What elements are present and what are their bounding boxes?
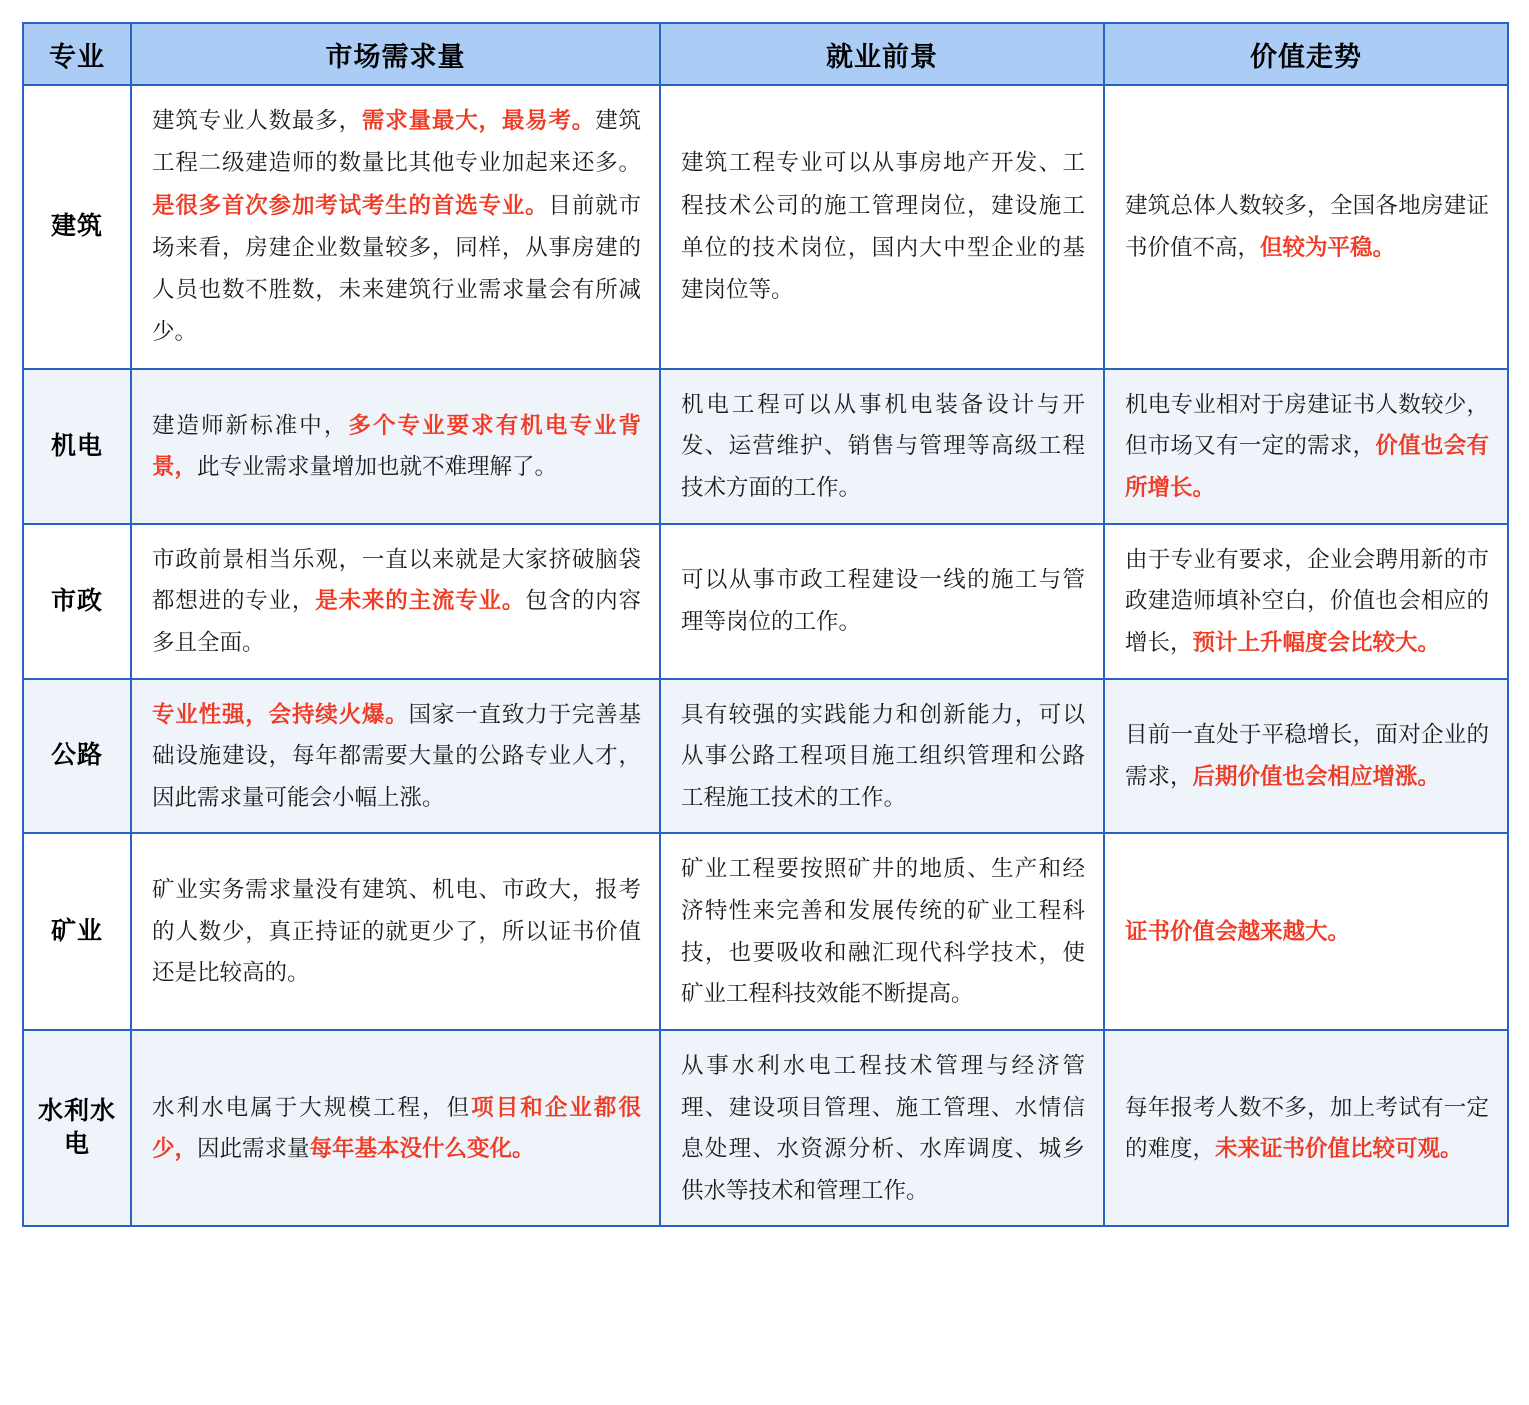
plain-text: 可以从事市政工程建设一线的施工与管理等岗位的工作。 <box>681 567 1085 635</box>
cell-major: 市政 <box>23 524 131 679</box>
cell-value <box>1104 833 1508 1030</box>
table-row <box>23 524 1508 679</box>
highlighted-text: 价值也会有所增长。 <box>1125 433 1489 501</box>
table-header <box>23 23 1508 85</box>
plain-text: 目前一直处于平稳增长，面对企业的需求， <box>1125 722 1489 789</box>
plain-text: 从事水利水电工程技术管理与经济管理、建设项目管理、施工管理、水情信息处理、水资源分析、水库调度、城乡供水等技术和管理工作。 <box>681 1052 1085 1203</box>
cell-value <box>1104 1030 1508 1227</box>
highlighted-text: 是很多首次参加考试考生的首选专业。 <box>152 192 549 218</box>
cell-demand <box>131 1030 660 1227</box>
column-header-prospect: 就业前景 <box>660 23 1104 85</box>
cell-demand <box>131 369 660 524</box>
cell-demand <box>131 524 660 679</box>
highlighted-text: 后期价值也会相应增涨。 <box>1192 763 1441 789</box>
plain-text: 矿业实务需求量没有建筑、机电、市政大，报考的人数少，真正持证的就更少了，所以证书价值还是比较高的。 <box>152 877 641 986</box>
plain-text: 建造师新标准中， <box>152 412 349 438</box>
column-header-value: 价值走势 <box>1104 23 1508 85</box>
plain-text: 建筑工程专业可以从事房地产开发、工程技术公司的施工管理岗位，建设施工单位的技术岗位，国内大中型企业的基建岗位等。 <box>681 150 1085 303</box>
cell-major: 建筑 <box>23 85 131 369</box>
highlighted-text: 证书价值会越来越大。 <box>1125 918 1351 944</box>
plain-text: 机电工程可以从事机电装备设计与开发、运营维护、销售与管理等高级工程技术方面的工作。 <box>681 391 1085 501</box>
table-row <box>23 833 1508 1030</box>
plain-text: 建筑专业人数最多， <box>152 108 362 133</box>
table-row <box>23 85 1508 369</box>
cell-demand <box>131 833 660 1030</box>
major-comparison-table <box>22 22 1509 1227</box>
column-header-demand: 市场需求量 <box>131 23 660 85</box>
cell-value <box>1104 524 1508 679</box>
cell-prospect <box>660 524 1104 679</box>
cell-major: 矿业 <box>23 833 131 1030</box>
highlighted-text: 项目和企业都很少， <box>152 1094 641 1162</box>
plain-text: 建筑总体人数较多，全国各地房建证书价值不高， <box>1125 192 1489 260</box>
plain-text: 矿业工程要按照矿井的地质、生产和经济特性来完善和发展传统的矿业工程科技，也要吸收和融汇现代科学技术，使矿业工程科技效能不断提高。 <box>681 856 1085 1007</box>
plain-text: 市政前景相当乐观，一直以来就是大家挤破脑袋都想进的专业， <box>152 546 641 614</box>
cell-prospect <box>660 1030 1104 1227</box>
highlighted-text: 每年基本没什么变化。 <box>309 1136 535 1162</box>
cell-major: 公路 <box>23 679 131 834</box>
highlighted-text: 专业性强，会持续火爆。 <box>152 701 409 727</box>
plain-text: 包含的内容多且全面。 <box>152 588 641 655</box>
plain-text: 国家一直致力于完善基础设施建设，每年都需要大量的公路专业人才，因此需求量可能会小幅上涨。 <box>152 701 641 810</box>
plain-text: 水利水电属于大规模工程，但 <box>152 1094 472 1120</box>
cell-prospect <box>660 833 1104 1030</box>
plain-text: 目前就市场来看，房建企业数量较多，同样，从事房建的人员也数不胜数，未来建筑行业需求量会有所减少。 <box>152 192 641 345</box>
cell-major: 水利水电 <box>23 1030 131 1227</box>
highlighted-text: 是未来的主流专业。 <box>315 588 526 614</box>
cell-prospect <box>660 85 1104 369</box>
table-body <box>23 85 1508 1226</box>
column-header-major: 专业 <box>23 23 131 85</box>
plain-text: 由于专业有要求，企业会聘用新的市政建造师填补空白，价值也会相应的增长， <box>1125 546 1489 655</box>
highlighted-text: 预计上升幅度会比较大。 <box>1192 629 1441 655</box>
highlighted-text: 但较为平稳。 <box>1260 234 1396 260</box>
cell-value <box>1104 85 1508 369</box>
cell-prospect <box>660 369 1104 524</box>
table-row <box>23 369 1508 524</box>
plain-text: 具有较强的实践能力和创新能力，可以从事公路工程项目施工组织管理和公路工程施工技术的工作。 <box>681 701 1085 810</box>
highlighted-text: 未来证书价值比较可观。 <box>1215 1136 1463 1162</box>
highlighted-text: 多个专业要求有机电专业背景， <box>152 412 641 480</box>
table-row <box>23 679 1508 834</box>
plain-text: 每年报考人数不多，加上考试有一定的难度， <box>1125 1094 1489 1162</box>
plain-text: 机电专业相对于房建证书人数较少，但市场又有一定的需求， <box>1125 391 1489 459</box>
cell-major: 机电 <box>23 369 131 524</box>
cell-value <box>1104 369 1508 524</box>
highlighted-text: 需求量最大，最易考。 <box>361 108 596 133</box>
cell-demand <box>131 85 660 369</box>
plain-text: 建筑工程二级建造师的数量比其他专业加起来还多。 <box>152 108 641 176</box>
cell-demand <box>131 679 660 834</box>
cell-value <box>1104 679 1508 834</box>
plain-text: 此专业需求量增加也就不难理解了。 <box>197 454 558 480</box>
plain-text: 因此需求量 <box>197 1136 310 1162</box>
cell-prospect <box>660 679 1104 834</box>
table-row <box>23 1030 1508 1227</box>
header-row <box>23 23 1508 85</box>
